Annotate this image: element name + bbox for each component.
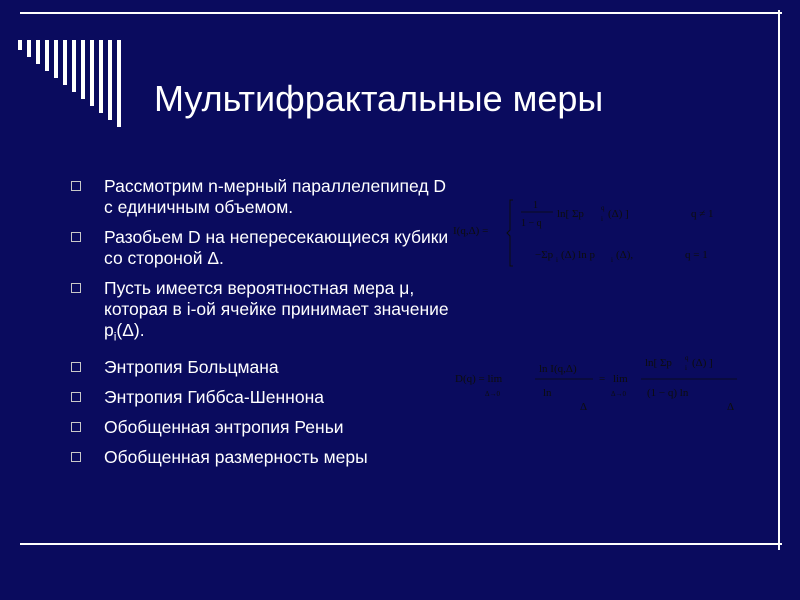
formula2-eq: = xyxy=(599,373,606,385)
formula1-case1-den: 1 − q xyxy=(521,218,542,229)
bullet-text: Энтропия Гиббса-Шеннона xyxy=(104,386,324,407)
formula2-lim-sub: Δ→0 xyxy=(485,390,501,398)
formula1-case1-expr: ln[ Σp xyxy=(557,208,584,220)
formula2-lim2: lim xyxy=(613,373,628,385)
formula1-case1-cond: q ≠ 1 xyxy=(691,208,714,220)
formula2-num2-sub: i xyxy=(685,364,687,372)
formula2-num2-sup: q xyxy=(685,354,689,362)
formula2-den2-tail: Δ xyxy=(727,401,735,413)
bullet-list xyxy=(70,176,450,477)
bottom-rule xyxy=(20,543,782,545)
generalized-dimension-formula xyxy=(455,352,750,418)
bullet-text: Рассмотрим n-мерный параллелепипед D с единичным объемом. xyxy=(104,176,447,217)
slide-title: Мультифрактальные меры xyxy=(154,78,604,119)
decorative-bars xyxy=(18,40,158,130)
formula1-lhs: I(q,Δ) = xyxy=(453,225,489,237)
bullet-item xyxy=(70,417,450,438)
bullet-item xyxy=(70,357,450,378)
renyi-entropy-formula xyxy=(453,196,733,268)
bullet-box-icon xyxy=(71,181,81,191)
bullet-subscript: i xyxy=(113,329,117,344)
bullet-item xyxy=(70,447,450,468)
formula1-case2-expr: −Σp xyxy=(535,249,554,261)
formula1-case2-sub-2: i xyxy=(611,256,613,264)
bullet-item xyxy=(70,227,450,269)
bullet-text: Энтропия Больцмана xyxy=(104,356,279,377)
bullet-item xyxy=(70,176,450,218)
bullet-text: Обобщенная энтропия Реньи xyxy=(104,416,344,437)
formula1-case1-num: 1 xyxy=(533,200,538,211)
bullet-box-icon xyxy=(71,232,81,242)
bullet-box-icon xyxy=(71,452,81,462)
formula2-num2-tail: (Δ) ] xyxy=(692,357,713,369)
formula2-den1-tail: Δ xyxy=(580,401,588,413)
formula2-lim2-sub: Δ→0 xyxy=(611,390,627,398)
formula1-case2-cond: q = 1 xyxy=(685,249,708,261)
formula2-num1: ln I(q,Δ) xyxy=(539,363,577,375)
formula2-den1: ln xyxy=(543,387,552,399)
bullet-text: Пусть имеется вероятностная мера μ, которая в i-ой ячейке принимает значение p xyxy=(104,278,449,340)
bullet-item xyxy=(70,278,450,348)
formula2-den2: (1 − q) ln xyxy=(647,387,689,399)
bullet-text: Разобьем D на непересекающиеся кубики со стороной Δ. xyxy=(104,227,449,268)
formula1-case1-tail: (Δ) ] xyxy=(608,208,629,220)
formula1-case1-sup: q xyxy=(601,204,605,212)
bullet-text: Обобщенная размерность меры xyxy=(104,446,368,467)
bullet-box-icon xyxy=(71,392,81,402)
formula1-case1-sub: i xyxy=(601,215,603,223)
formula2-num2: ln[ Σp xyxy=(645,357,672,369)
formula1-case2-tail2: (Δ), xyxy=(616,249,634,261)
bullet-box-icon xyxy=(71,362,81,372)
formula2-lhs: D(q) = lim xyxy=(455,373,503,385)
formula1-case2-tail: (Δ) ln p xyxy=(561,249,595,261)
bullet-text-tail: (Δ). xyxy=(116,320,145,340)
bullet-item xyxy=(70,387,450,408)
right-rule xyxy=(778,10,780,550)
formula1-case2-sub: i xyxy=(556,256,558,264)
bullet-box-icon xyxy=(71,422,81,432)
top-rule xyxy=(20,12,782,14)
bullet-box-icon xyxy=(71,283,81,293)
